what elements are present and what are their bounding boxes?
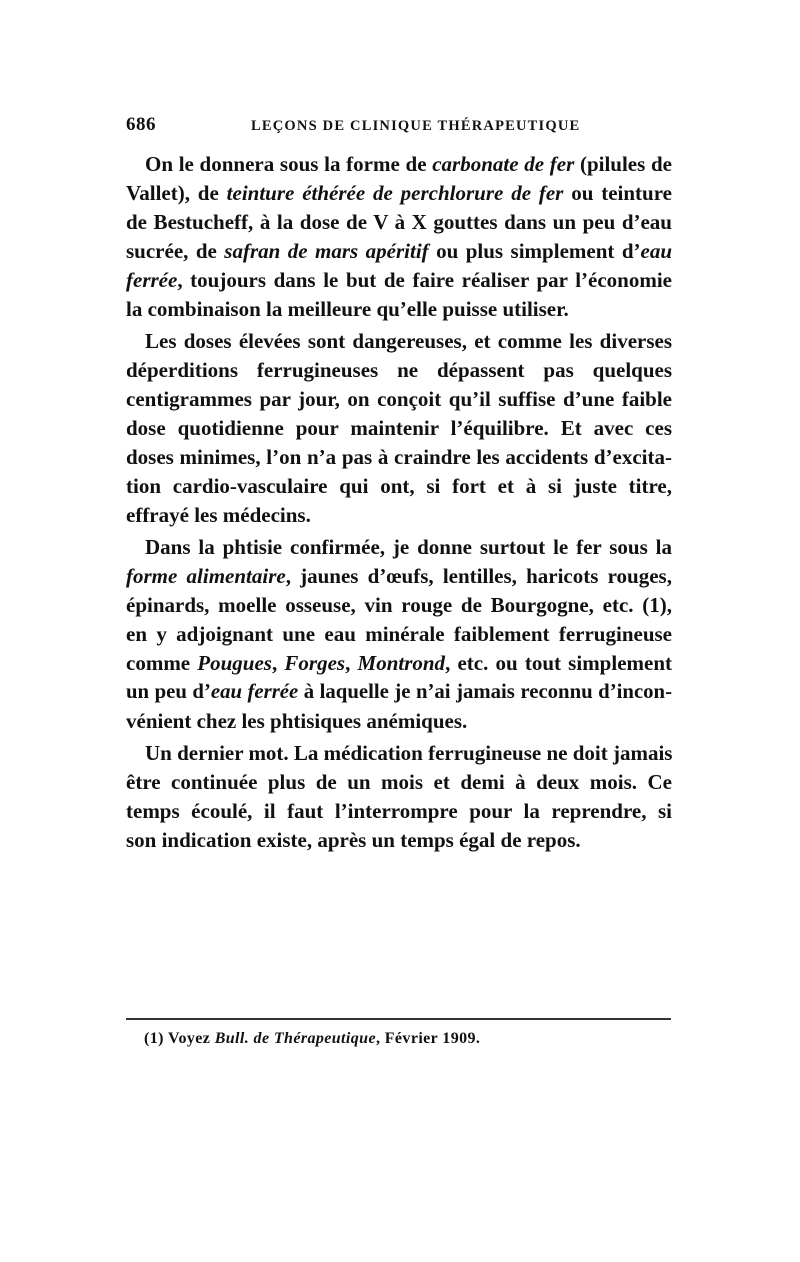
- footnote-rule: [126, 1018, 671, 1020]
- text-run: , jaunes d’œufs, lentilles, haricots rouges,: [285, 564, 672, 588]
- text-run: , etc. ou tout simplement: [445, 651, 673, 675]
- italic-phrase: safran de mars apéritif: [224, 239, 429, 263]
- text-line: [126, 237, 672, 266]
- text-run: Un dernier mot. La médication ferrugineuse ne doit jamais: [145, 741, 673, 765]
- text-line: [126, 295, 672, 324]
- text-run: à laquelle je n’ai jamais reconnu d’incon-: [298, 681, 672, 703]
- text-line: [126, 768, 672, 797]
- text-line: [126, 797, 672, 826]
- footnote-text: , Février 1909.: [375, 1030, 481, 1047]
- text-run: vénient chez les phtisiques anémiques.: [126, 709, 468, 733]
- text-line: [126, 620, 672, 649]
- text-run: Vallet), de: [126, 181, 227, 205]
- text-run: ,: [271, 651, 285, 675]
- italic-phrase: Pougues: [197, 651, 272, 675]
- text-run: épinards, moelle osseuse, vin rouge de Bourgogne, etc. (1),: [126, 593, 672, 617]
- text-run: sucrée, de: [126, 239, 225, 263]
- body-text: [126, 150, 672, 858]
- text-run: de Bestucheff, à la dose de V à X gouttes dans un peu d’eau: [126, 210, 672, 234]
- footnote-citation: Bull. de Thérapeutique: [214, 1030, 376, 1047]
- text-run: tion cardio-vasculaire qui ont, si fort et à si juste titre,: [126, 474, 672, 498]
- paragraph: [126, 150, 672, 324]
- running-title: LEÇONS DE CLINIQUE THÉRAPEUTIQUE: [251, 118, 581, 134]
- footnote-marker: (1): [144, 1030, 164, 1047]
- text-line: [126, 649, 672, 678]
- text-line: [126, 266, 672, 295]
- text-run: temps écoulé, il faut l’interrompre pour la reprendre, si: [126, 799, 672, 823]
- text-line: [126, 533, 672, 562]
- text-line: [126, 739, 672, 768]
- text-line: [126, 208, 672, 237]
- footnote: [144, 1030, 480, 1048]
- text-line: [126, 150, 672, 179]
- italic-phrase: teinture éthérée de perchlorure de fer: [226, 181, 564, 205]
- text-run: centigrammes par jour, on conçoit qu’il suffise d’une faible: [126, 387, 672, 411]
- text-run: doses minimes, l’on n’a pas à craindre les accidents d’excita-: [126, 445, 672, 469]
- text-run: (pilules de: [574, 152, 672, 176]
- text-run: Dans la phtisie confirmée, je donne surtout le fer sous la: [145, 535, 672, 559]
- text-line: [126, 414, 672, 443]
- text-run: ou teinture: [563, 181, 672, 205]
- text-run: On le donnera sous la forme de: [145, 152, 433, 176]
- text-line: [126, 707, 672, 736]
- text-line: [126, 826, 672, 855]
- text-line: [126, 501, 672, 530]
- italic-phrase: Forges: [284, 651, 346, 675]
- text-run: son indication existe, après un temps égal de repos.: [126, 828, 581, 852]
- text-line: [126, 443, 672, 472]
- text-line: [126, 591, 672, 620]
- text-run: comme: [126, 651, 198, 675]
- text-line: [126, 472, 672, 501]
- italic-phrase: carbonate de fer: [432, 152, 575, 176]
- page-number: 686: [126, 114, 156, 135]
- paragraph: [126, 533, 672, 736]
- text-run: être continuée plus de un mois et demi à deux mois. Ce: [126, 770, 672, 794]
- text-line: [126, 327, 672, 356]
- footnote-text: Voyez: [167, 1030, 215, 1047]
- italic-phrase: eau: [640, 239, 672, 263]
- text-run: Les doses élevées sont dangereuses, et comme les diverses: [145, 329, 672, 353]
- text-run: la combinaison la meilleure qu’elle puisse utiliser.: [126, 297, 569, 321]
- text-line: [126, 385, 672, 414]
- text-run: ,: [345, 651, 358, 675]
- italic-phrase: forme alimentaire: [126, 564, 286, 588]
- italic-phrase: eau ferrée: [210, 681, 299, 703]
- italic-phrase: ferrée: [126, 268, 178, 292]
- text-line: [126, 179, 672, 208]
- running-head: [126, 114, 672, 138]
- text-run: déperditions ferrugineuses ne dépassent pas quelques: [126, 358, 672, 382]
- text-line: [126, 356, 672, 385]
- text-run: ou plus simplement d’: [428, 239, 641, 263]
- paragraph: [126, 327, 672, 530]
- text-run: un peu d’: [126, 681, 211, 703]
- text-line: [126, 678, 672, 707]
- paragraph: [126, 739, 672, 855]
- text-line: [126, 562, 672, 591]
- text-run: effrayé les médecins.: [126, 503, 311, 527]
- italic-phrase: Montrond: [357, 651, 446, 675]
- text-run: en y adjoignant une eau minérale faiblement ferrugineuse: [126, 622, 672, 646]
- text-run: dose quotidienne pour maintenir l’équilibre. Et avec ces: [126, 416, 672, 440]
- text-run: , toujours dans le but de faire réaliser par l’économie: [177, 268, 672, 292]
